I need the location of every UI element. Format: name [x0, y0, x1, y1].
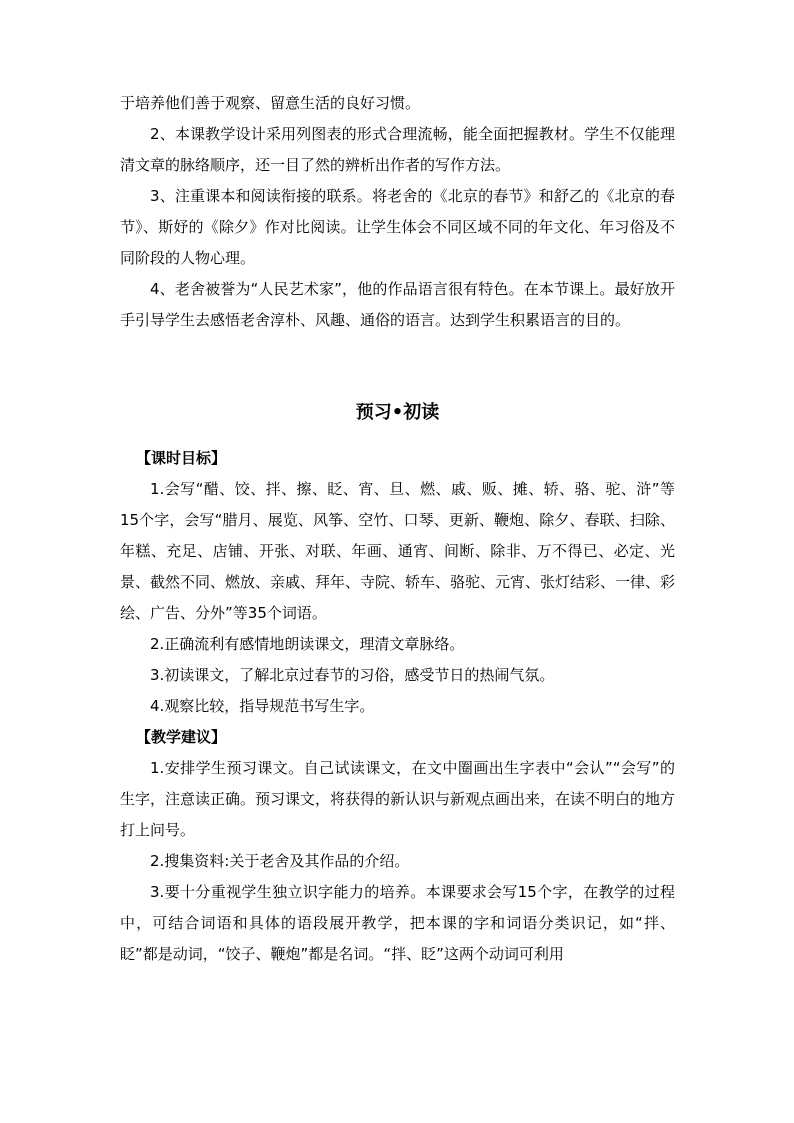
- suggestion-item-2: 2.搜集资料:关于老舍及其作品的介绍。: [150, 852, 410, 870]
- intro-point-3: 3、注重课本和阅读衔接的联系。将老舍的《北京的春节》和舒乙的《北京的春节》、斯妤的《除夕》作对比阅读。让学生体会不同区域不同的年文化、年习俗及不同阶段的人物心理。: [120, 187, 675, 267]
- suggestion-item-3: 3.要十分重视学生独立识字能力的培养。本课要求会写15个字，在教学的过程中，可结合词语和具体的语段展开教学，把本课的字和词语分类识记，如“拌、眨”都是动词，“饺子、鞭炮”都是名词。“拌、眨”这两个动词可利用: [120, 883, 675, 963]
- objective-item-1: 1.会写“醋、饺、拌、擦、眨、宵、旦、燃、戚、贩、摊、轿、骆、驼、浒”等15个字，会写“腊月、展览、风筝、空竹、口琴、更新、鞭炮、除夕、春联、扫除、年糕、充足、店铺、开张、对联、年画、通宵、间断、除非、万不得已、必定、光景、截然不同、燃放、亲戚、拜年、寺院、轿车、骆驼、元宵、张灯结彩、一律、彩绘、广告、分外”等35个词语。: [120, 480, 676, 622]
- objective-item-2: 2.正确流利有感情地朗读课文，理清文章脉络。: [150, 635, 465, 653]
- intro-point-4: 4、老舍被誉为“人民艺术家”，他的作品语言很有特色。在本节课上。最好放开手引导学生去感悟老舍淳朴、风趣、通俗的语言。达到学生积累语言的目的。: [120, 280, 675, 329]
- intro-point-2: 2、本课教学设计采用列图表的形式合理流畅，能全面把握教材。学生不仅能理清文章的脉络顺序，还一目了然的辨析出作者的写作方法。: [120, 125, 675, 174]
- document-page: [120, 88, 675, 970]
- section-title: 预习•初读: [355, 402, 440, 423]
- title-spacer: [120, 428, 675, 443]
- suggestion-item-1: 1.安排学生预习课文。自己试读课文，在文中圈画出生字表中“会认”“会写”的生字，注意读正确。预习课文，将获得的新认识与新观点画出来，在读不明白的地方打上问号。: [120, 759, 676, 839]
- objectives-heading: 【课时目标】: [136, 449, 227, 467]
- section-spacer: [120, 336, 675, 398]
- intro-continuation: 于培养他们善于观察、留意生活的良好习惯。: [120, 94, 421, 112]
- suggestions-heading: 【教学建议】: [136, 728, 227, 746]
- objective-item-4: 4.观察比较，指导规范书写生字。: [150, 697, 375, 715]
- objective-item-3: 3.初读课文，了解北京过春节的习俗，感受节日的热闹气氛。: [150, 666, 555, 684]
